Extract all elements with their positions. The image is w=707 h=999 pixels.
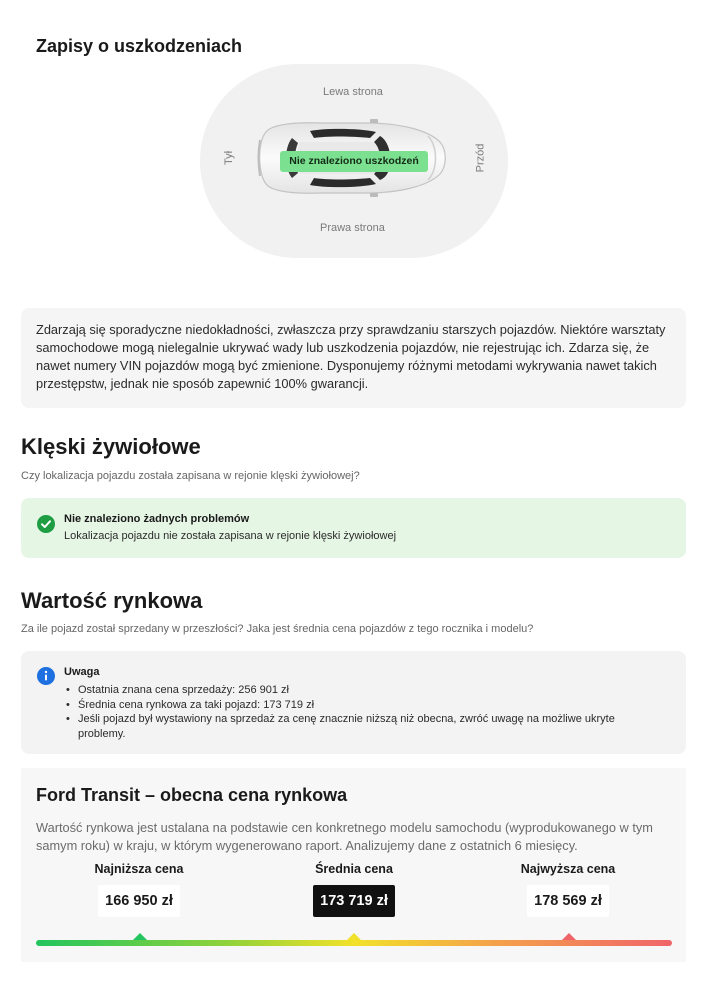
section-subtitle-disasters: Czy lokalizacja pojazdu została zapisana w rejonie klęski żywiołowej? — [21, 470, 360, 482]
price-min-label: Najniższa cena — [94, 862, 184, 876]
market-note-list — [64, 683, 654, 741]
price-marker-avg — [347, 933, 361, 940]
damage-title: Zapisy o uszkodzeniach — [36, 36, 243, 56]
disaster-result-text: Lokalizacja pojazdu nie została zapisana w rejonie klęski żywiołowej — [64, 530, 397, 542]
list-item: • Jeśli pojazd był wystawiony na sprzedaż za cenę znacznie niższą niż obecna, zwróć uwagę na możliwe ukryte problemy. — [64, 712, 654, 741]
price-card-description: Wartość rynkowa jest ustalana na podstawie cen konkretnego modelu samochodu (wyprodukowanego w tym samym roku) w kraju, w którym wygenerowano raport. Analizujemy dane z ostatnich 6 miesięcy. — [36, 820, 653, 853]
check-circle-icon — [37, 515, 55, 533]
price-avg-column — [274, 862, 434, 917]
price-card-title: Ford Transit – obecna cena rynkowa — [36, 785, 348, 805]
market-note-box — [21, 651, 686, 754]
section-title-market: Wartość rynkowa — [21, 588, 203, 613]
price-min-column — [59, 862, 219, 917]
market-price-card — [21, 768, 686, 962]
price-gradient-bar — [36, 940, 672, 946]
price-avg-label: Średnia cena — [315, 862, 393, 876]
price-min-value: 166 950 zł — [98, 885, 180, 917]
section-subtitle-market: Za ile pojazd został sprzedany w przeszłości? Jaka jest średnia cena pojazdów z tego rocznika i modelu? — [21, 623, 534, 635]
no-damage-badge: Nie znaleziono uszkodzeń — [280, 151, 428, 172]
label-right-side: Prawa strona — [320, 222, 385, 234]
label-back: Tył — [223, 150, 236, 166]
list-item: • Średnia cena rynkowa za taki pojazd: 173 719 zł — [64, 698, 654, 713]
price-max-value: 178 569 zł — [527, 885, 609, 917]
price-max-column — [488, 862, 648, 917]
label-front: Przód — [474, 143, 487, 173]
accuracy-notice: Zdarzają się sporadyczne niedokładności, zwłaszcza przy sprawdzaniu starszych pojazdów. Niektóre warsztaty samochodowe mogą nielegalnie ukrywać wady lub uszkodzenia pojazdów, nie rejestrując ich. Zdarza się, że nawet numery VIN pojazdów mogą być zmienione. Dysponujemy różnymi metodami wykrywania nawet takich przestępstw, jednak nie sposób zapewnić 100% gwarancji. — [21, 308, 686, 408]
section-title-disasters: Klęski żywiołowe — [21, 434, 201, 459]
price-marker-min — [133, 933, 147, 940]
price-marker-max — [562, 933, 576, 940]
disaster-result-box — [21, 498, 686, 558]
label-left-side: Lewa strona — [323, 86, 383, 98]
disaster-result-title: Nie znaleziono żadnych problemów — [64, 513, 250, 525]
info-icon — [37, 667, 55, 685]
price-avg-value: 173 719 zł — [313, 885, 395, 917]
list-item: • Ostatnia znana cena sprzedaży: 256 901 zł — [64, 683, 654, 698]
market-note-title: Uwaga — [64, 666, 100, 678]
price-max-label: Najwyższa cena — [520, 862, 616, 876]
